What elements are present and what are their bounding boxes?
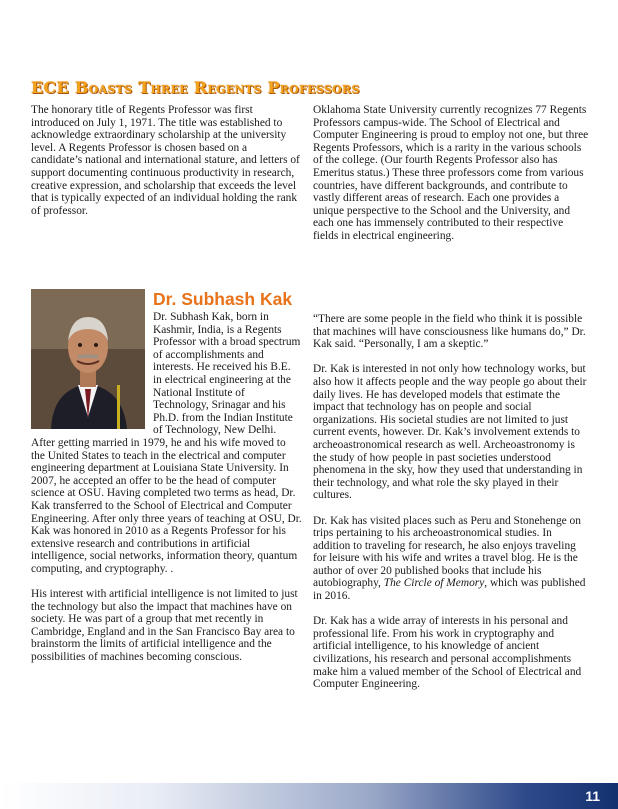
bio-paragraph-books	[313, 515, 590, 603]
book-title: The Circle of Memory	[383, 577, 485, 590]
bio-paragraph: Dr. Kak has a wide array of interests in his personal and professional life. From his work in cryptography and artificial intelligence, to his knowledge of ancient civilizations, his research and personal accomplishments make him a valued member of the School of Electrical and Computer Engineering.	[313, 615, 582, 691]
bio-paragraph: Dr. Subhash Kak, born in Kashmir, India, is a Regents Professor with a broad spectrum of accomplishments and interests. He received his B.E. in electrical engineering at the National Institute of Technology, Srinagar and his Ph.D. from the Indian Institute of Technology, New Delhi. After getting married in 1979, he and his wife moved to the United States to teach in the electrical and computer engineering department at Louisiana State University. In 2007, he accepted an offer to be the head of computer science at OSU. Having completed two terms as head, Dr. Kak transferred to the School of Electrical and Computer Engineering. After only three years of teaching at OSU, Dr. Kak was honored in 2010 as a Regents Professor for his extensive research and contributions in artificial intelligence, social networks, information theory, quantum computing, and cryptography. .	[31, 311, 302, 575]
section-title: ECE Boasts Three Regents Professors	[31, 78, 360, 97]
profile-name: Dr. Subhash Kak	[153, 289, 293, 309]
bio-paragraph: His interest with artificial intelligence is not limited to just the technology but also the impact that machines have on society. He was part of a group that met recently in Cambridge, England and in the San Francisco Bay area to brainstorm the limits of artificial intelligence and the possibilities of machines becoming conscious.	[31, 588, 298, 664]
books-suffix: , which was published in 2016.	[313, 577, 586, 603]
bio-paragraph: “There are some people in the field who think it is possible that machines will have consciousness like humans do,” Dr. Kak said. “Personally, I am a skeptic.”	[313, 313, 586, 351]
footer-bar	[0, 783, 618, 809]
profile-photo	[31, 289, 145, 429]
intro-paragraph: Oklahoma State University currently recognizes 77 Regents Professors campus-wide. The School of Electrical and Computer Engineering is proud to employ not one, but three Regents Professors, which is a rarity in the various schools of the college. (Our fourth Regents Professor also has Emeritus status.) These three professors come from various countries, have different backgrounds, and contribute to vastly different areas of research. Each one provides a unique perspective to the School and the University, and each one has immensely contributed to their respective fields in electrical engineering.	[313, 104, 589, 242]
portrait-illustration	[31, 289, 145, 429]
intro-paragraph: The honorary title of Regents Professor was first introduced on July 1, 1971. The title was established to acknowledge extraordinary scholarship at the university level. A Regents Professor is chosen based on a candidate’s national and international stature, and letters of support documenting continuous productivity in research, creative expression, and scholarship that exceeds the level that is typically expected of an individual holding the rank of professor.	[31, 104, 300, 217]
profile-right-column	[313, 313, 590, 691]
bio-paragraph: Dr. Kak is interested in not only how technology works, but also how it affects people and the way people go about their daily lives. He has developed models that estimate the impact that technology has on people and social organizations. His societal studies are not limited to just current events, however. Dr. Kak’s involvement extends to archeoastronomical research as well. Archeoastronomy is the study of how people in past societies understood phenomena in the sky, how they used that understanding in their technology, and what role the sky played in their cultures.	[313, 363, 587, 502]
profile-left-column	[31, 289, 302, 664]
books-text: Dr. Kak has visited places such as Peru and Stonehenge on trips pertaining to his archeoastronomical studies. In addition to traveling for research, he also enjoys traveling for leisure with his wife and writes a travel blog. He is the author of over 20 published books that include his autobiography,	[313, 514, 581, 590]
intro-left-column	[31, 104, 301, 217]
intro-right-column	[313, 104, 590, 243]
page-number: 11	[585, 788, 600, 804]
